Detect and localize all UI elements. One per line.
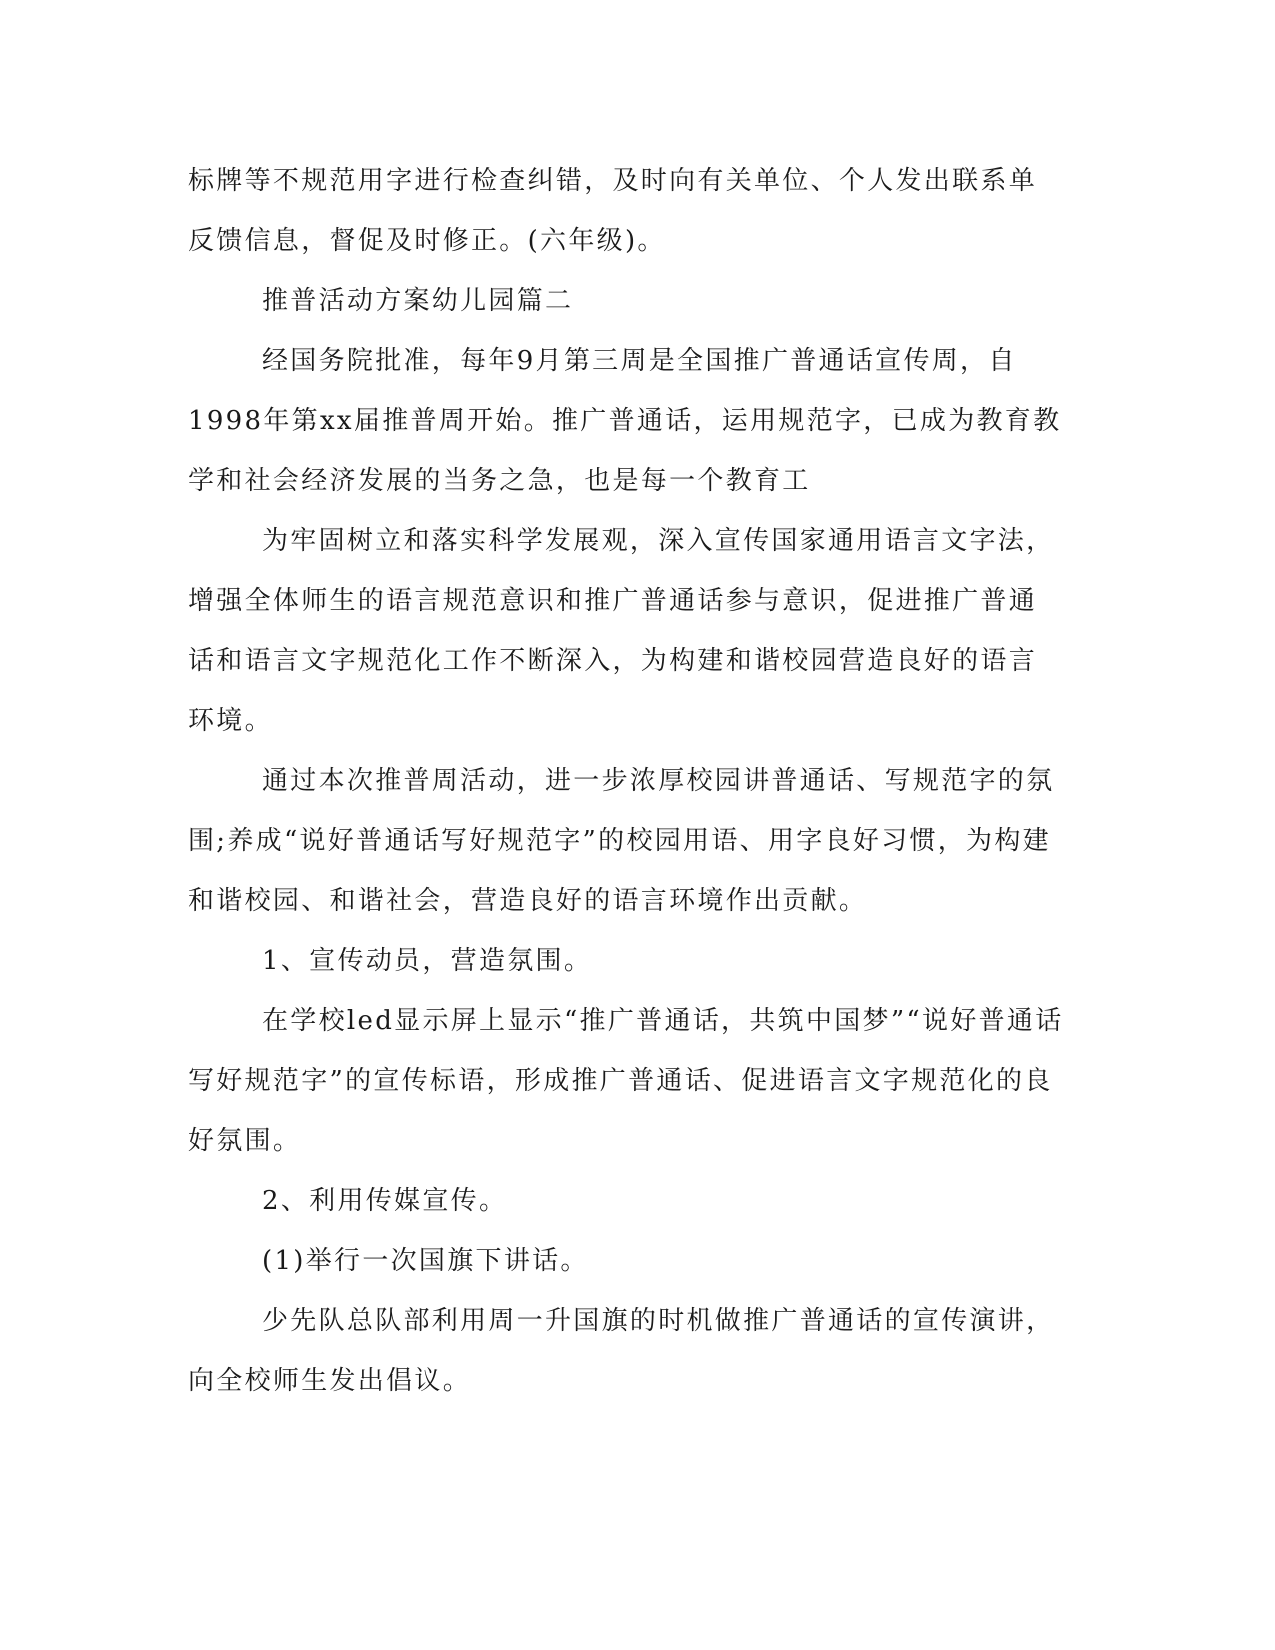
text-line: 围;养成“说好普通话写好规范字”的校园用语、用字良好习惯，为构建 [188, 826, 1051, 856]
text-line: 话和语言文字规范化工作不断深入，为构建和谐校园营造良好的语言 [188, 646, 1038, 676]
text-line: 增强全体师生的语言规范意识和推广普通话参与意识，促进推广普通 [188, 586, 1038, 616]
text-line: 好氛围。 [188, 1126, 302, 1156]
text-line: 为牢固树立和落实科学发展观，深入宣传国家通用语言文字法， [262, 526, 1055, 556]
text-line: 环境。 [188, 706, 273, 736]
text-line: 反馈信息，督促及时修正。(六年级)。 [188, 226, 666, 256]
text-line: 向全校师生发出倡议。 [188, 1366, 472, 1396]
text-line: 通过本次推普周活动，进一步浓厚校园讲普通话、写规范字的氛 [262, 766, 1055, 796]
text-line: 经国务院批准，每年9月第三周是全国推广普通话宣传周，自 [262, 346, 1017, 376]
text-line: 学和社会经济发展的当务之急，也是每一个教育工 [188, 466, 811, 496]
list-heading: 1、宣传动员，营造氛围。 [262, 946, 593, 976]
section-heading: 推普活动方案幼儿园篇二 [262, 286, 574, 316]
text-line: 1998年第xx届推普周开始。推广普通话，运用规范字，已成为教育教 [188, 406, 1062, 436]
list-subheading: (1)举行一次国旗下讲话。 [262, 1246, 589, 1276]
list-heading: 2、利用传媒宣传。 [262, 1186, 508, 1216]
text-line: 在学校led显示屏上显示“推广普通话，共筑中国梦”“说好普通话 [262, 1006, 1064, 1036]
text-line: 少先队总队部利用周一升国旗的时机做推广普通话的宣传演讲， [262, 1306, 1055, 1336]
text-line: 和谐校园、和谐社会，营造良好的语言环境作出贡献。 [188, 886, 868, 916]
text-line: 标牌等不规范用字进行检查纠错，及时向有关单位、个人发出联系单 [188, 166, 1038, 196]
text-line: 写好规范字”的宣传标语，形成推广普通话、促进语言文字规范化的良 [188, 1066, 1053, 1096]
